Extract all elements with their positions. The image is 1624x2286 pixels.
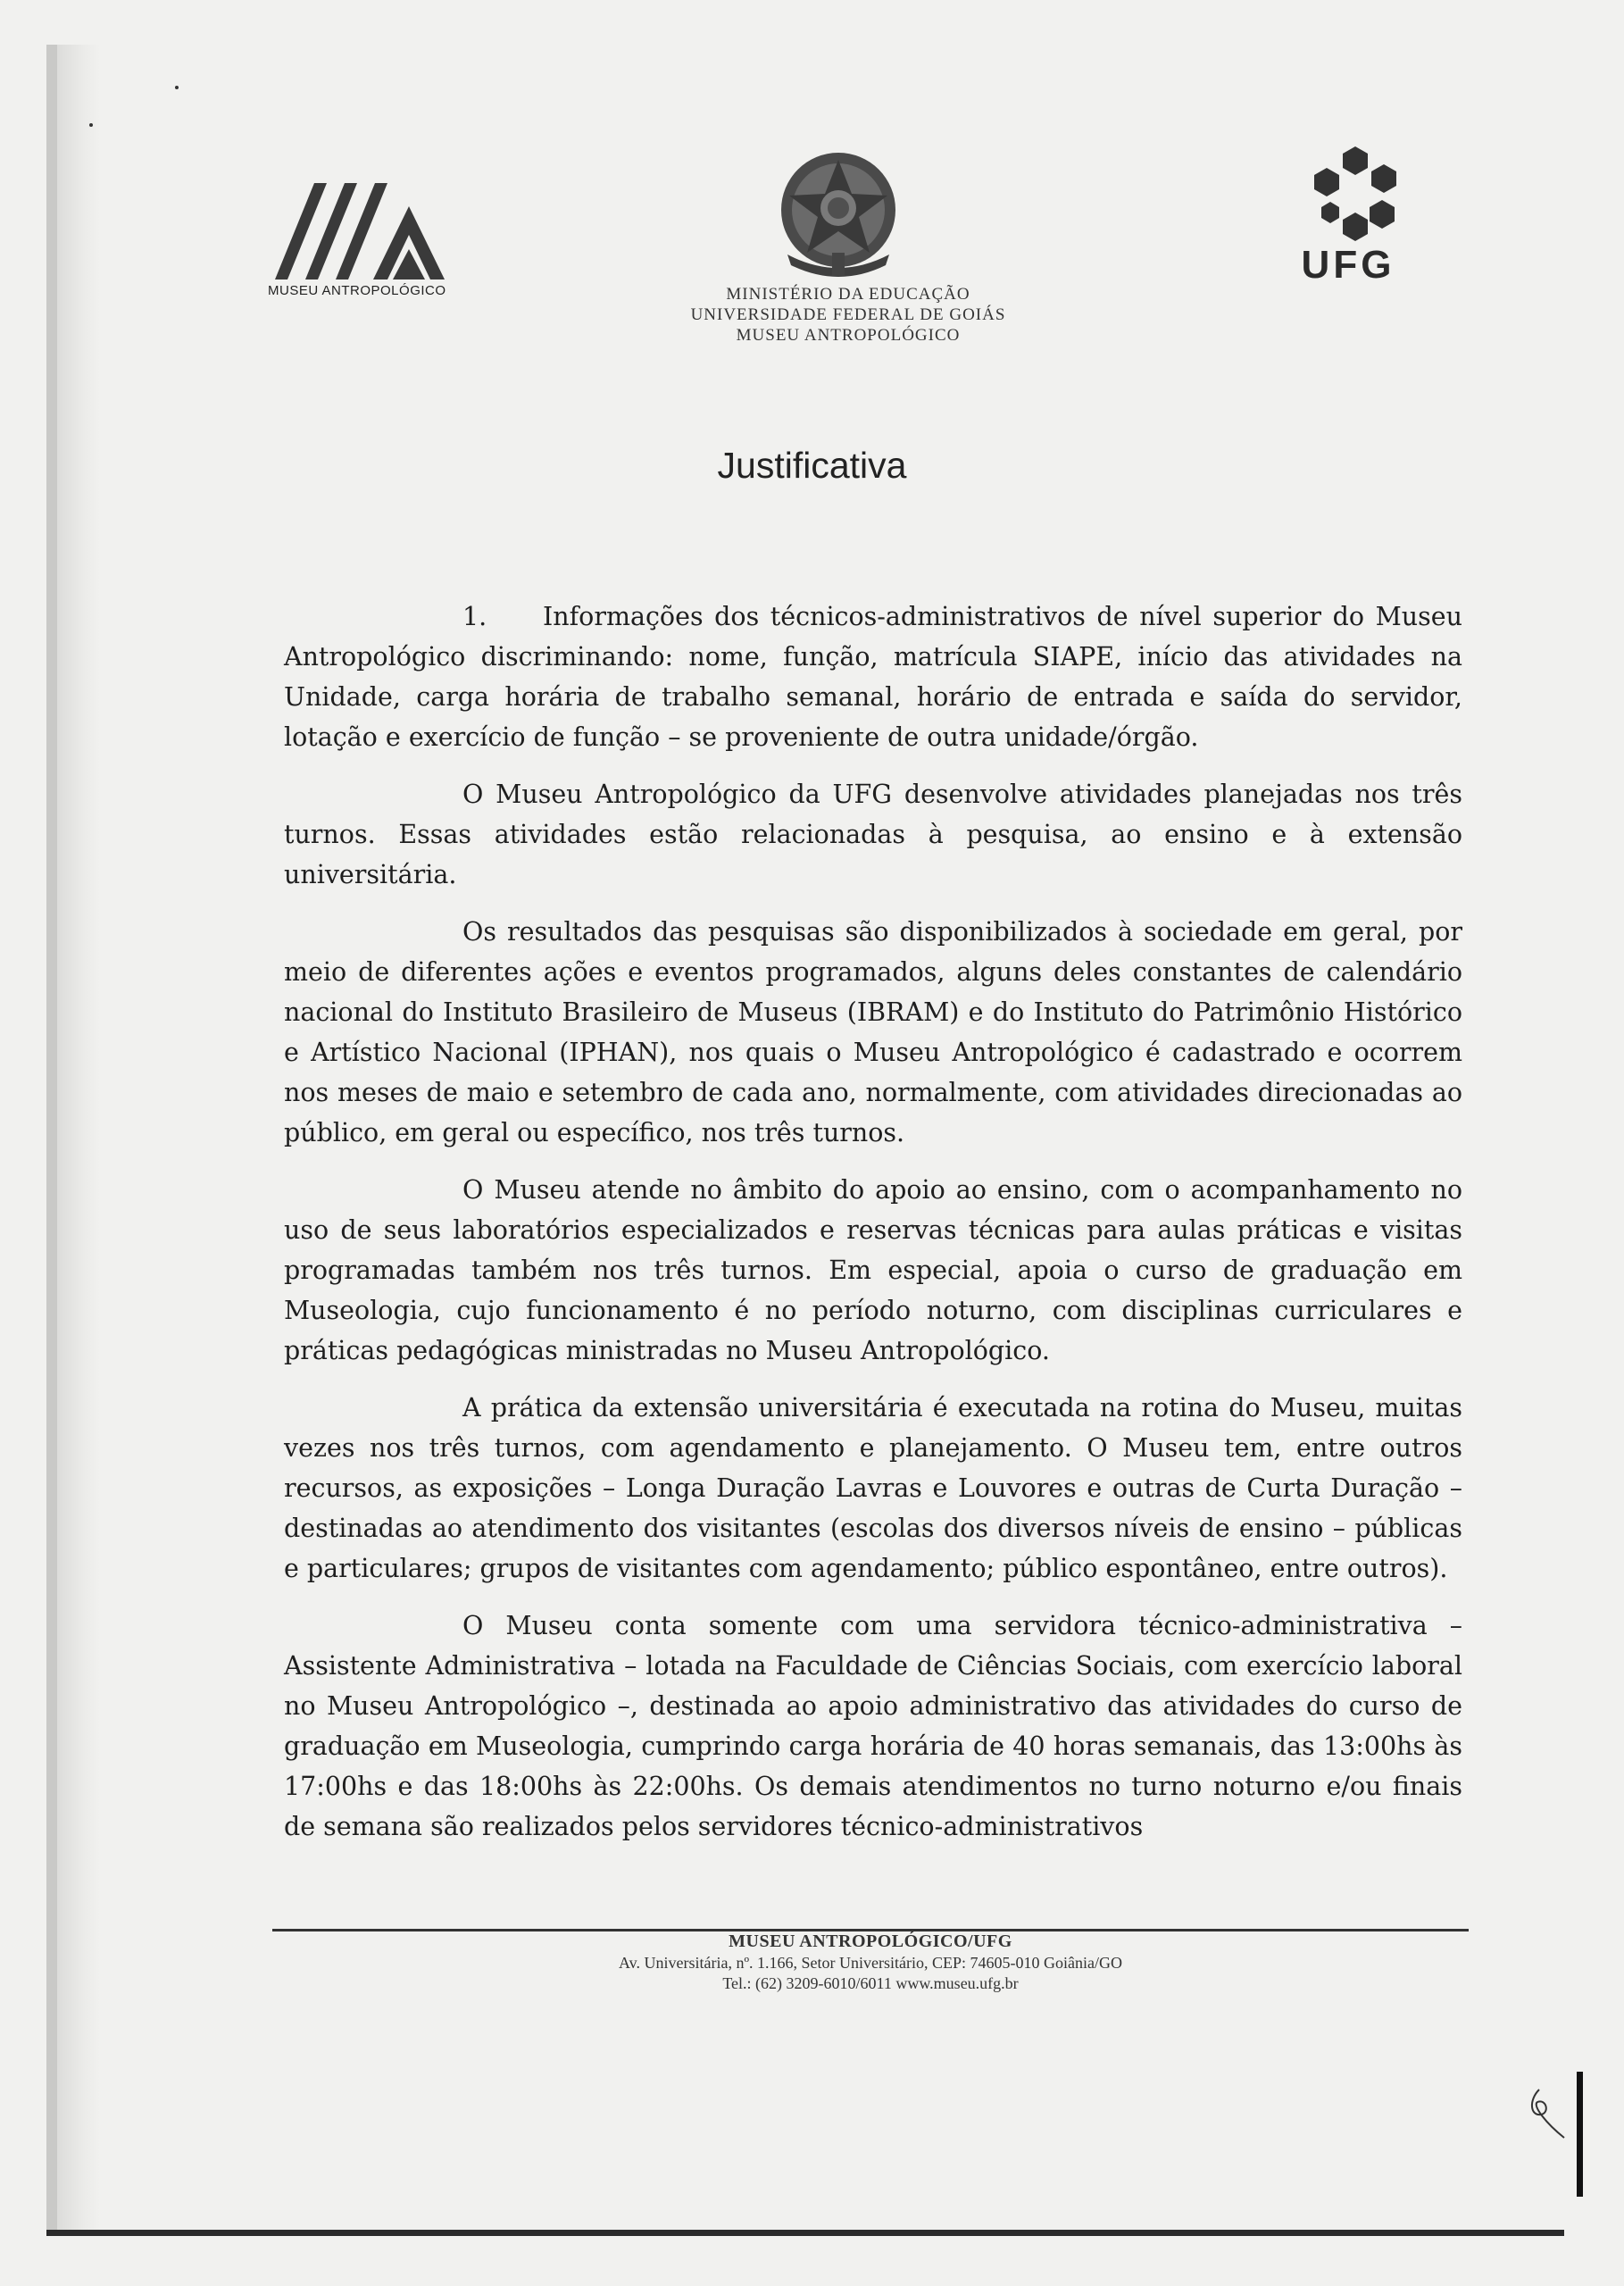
document-title: Justificativa: [717, 445, 907, 486]
paragraph-2: O Museu Antropológico da UFG desenvolve atividades planejadas nos três turnos. Essas atividades estão relacionadas à pesquisa, ao ensino e à extensão universitária.: [284, 780, 1462, 889]
item-number: 1.: [462, 602, 487, 631]
museum-line: MUSEU ANTROPOLÓGICO: [736, 326, 961, 345]
brazil-coat-of-arms-emblem: [770, 147, 908, 286]
institution-header: [625, 284, 1071, 346]
ministry-line: MINISTÉRIO DA EDUCAÇÃO: [726, 285, 970, 304]
footer-contact: Tel.: (62) 3209-6010/6011 www.museu.ufg.br: [722, 1974, 1019, 1992]
scan-bottom-edge: [46, 2230, 1564, 2236]
paragraph-3: Os resultados das pesquisas são disponibilizados à sociedade em geral, por meio de diferentes ações e eventos programados, alguns deles constantes de calendário nacional do Instituto Brasileiro de Museus (IBRAM) e do Instituto do Patrimônio Histórico e Artístico Nacional (IPHAN), nos quais o Museu Antropológico é cadastrado e ocorrem nos meses de maio e setembro de cada ano, normalmente, com atividades direcionadas ao público, em geral ou específico, nos três turnos.: [284, 917, 1462, 1147]
ufg-logo: [1286, 143, 1411, 295]
document-body: [284, 597, 1462, 1864]
ufg-wordmark: UFG: [1301, 243, 1395, 287]
paragraph-1: [284, 597, 1462, 757]
scan-speck: [175, 86, 179, 89]
scan-speck: [89, 123, 93, 127]
footer-address: Av. Universitária, nº. 1.166, Setor Universitário, CEP: 74605-010 Goiânia/GO: [619, 1954, 1122, 1972]
handwritten-initial-mark: [1520, 2082, 1573, 2145]
paragraph-5: A prática da extensão universitária é executada na rotina do Museu, muitas vezes nos três turnos, com agendamento e planejamento. O Museu tem, entre outros recursos, as exposições – Longa Duração Lavras e Louvores e outras de Curta Duração – destinadas ao atendimento dos visitantes (escolas dos diversos níveis de ensino – públicas e particulares; grupos de visitantes com agendamento; público espontâneo, entre outros).: [284, 1393, 1462, 1583]
museu-antropologico-logo: [268, 174, 473, 299]
scan-right-mark: [1577, 2072, 1583, 2197]
page-footer: [357, 1931, 1384, 1994]
scan-edge-line: [46, 45, 57, 2232]
paragraph-4: O Museu atende no âmbito do apoio ao ensino, com o acompanhamento no uso de seus laboratórios especializados e reservas técnicas para aulas práticas e visitas programadas também nos três turnos. Em especial, apoia o curso de graduação em Museologia, cujo funcionamento é no período noturno, com disciplinas curriculares e práticas pedagógicas ministradas no Museu Antropológico.: [284, 1175, 1462, 1365]
paragraph-6: O Museu conta somente com uma servidora técnico-administrativa – Assistente Administrativa – lotada na Faculdade de Ciências Sociais, com exercício laboral no Museu Antropológico –, destinada ao apoio administrativo das atividades do curso de graduação em Museologia, cumprindo carga horária de 40 horas semanais, das 13:00hs às 17:00hs e das 18:00hs às 22:00hs. Os demais atendimentos no turno noturno e/ou finais de semana são realizados pelos servidores técnico-administrativos: [284, 1611, 1462, 1841]
museum-logo-caption: MUSEU ANTROPOLÓGICO: [268, 283, 446, 298]
paragraph-text: Informações dos técnicos-administrativos de nível superior do Museu Antropológico discriminando: nome, função, matrícula SIAPE, início das atividades na Unidade, carga horária de trabalho semanal, horário de entrada e saída do servidor, lotação e exercício de função – se proveniente de outra unidade/órgão.: [284, 602, 1462, 752]
university-line: UNIVERSIDADE FEDERAL DE GOIÁS: [690, 305, 1006, 324]
footer-title: MUSEU ANTROPOLÓGICO/UFG: [729, 1931, 1012, 1951]
